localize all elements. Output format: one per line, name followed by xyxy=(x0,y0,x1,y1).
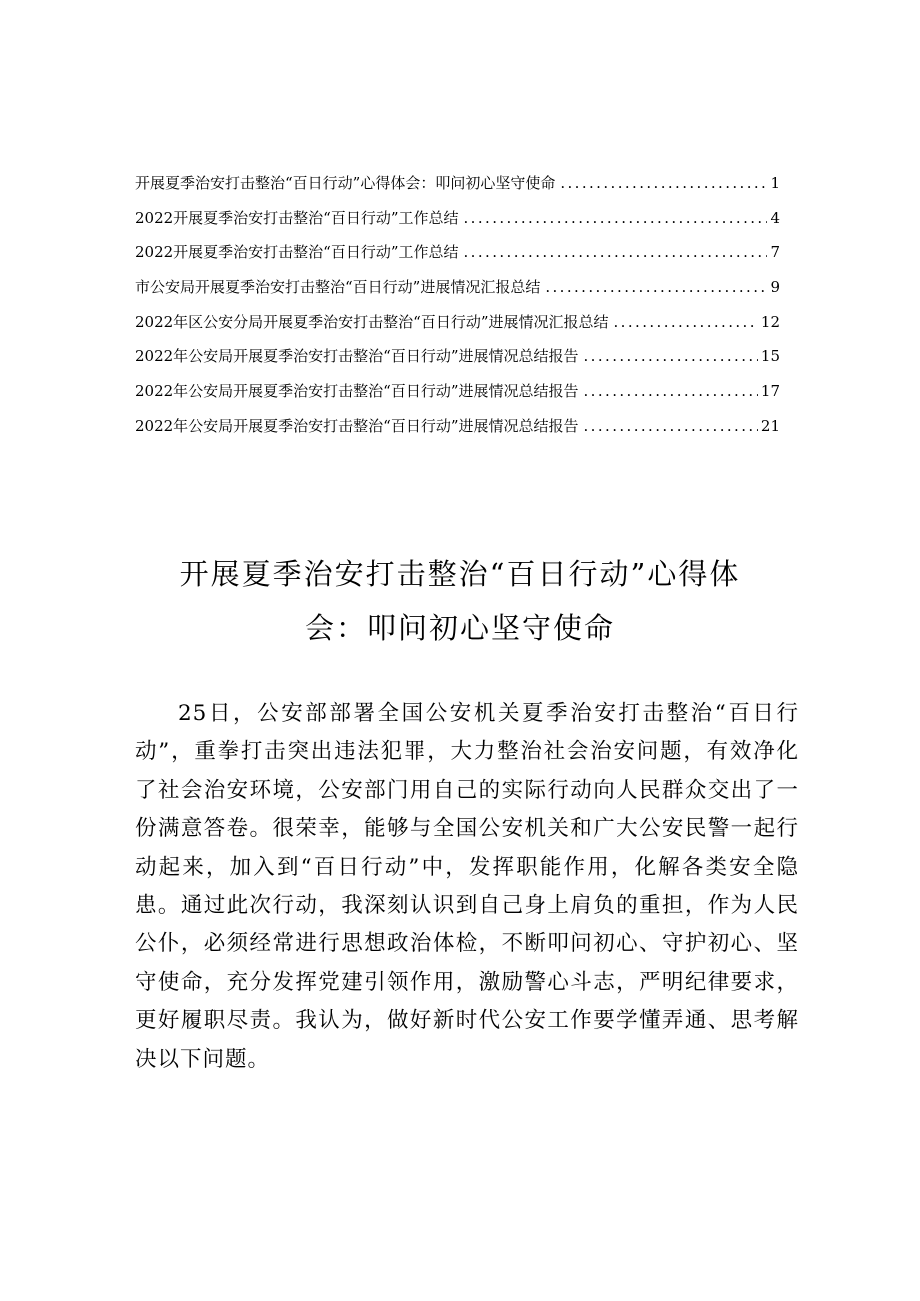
toc-leader-dots xyxy=(464,235,768,270)
toc-entry-page: 17 xyxy=(760,382,780,401)
toc-entry[interactable] xyxy=(135,339,780,374)
article-title xyxy=(110,547,810,655)
toc-entry-page: 4 xyxy=(770,208,780,227)
toc-entry[interactable] xyxy=(135,201,780,236)
toc-entry[interactable] xyxy=(135,270,780,305)
toc-entry-page: 21 xyxy=(760,416,780,435)
toc-leader-dots xyxy=(464,201,768,236)
toc-entry-title: 2022年区公安分局开展夏季治安打击整治“百日行动”进展情况汇报总结 xyxy=(135,312,609,331)
toc-entry[interactable] xyxy=(135,166,780,201)
body-paragraph: 25日，公安部部署全国公安机关夏季治安打击整治“百日行动”，重拳打击突出违法犯罪，大力整治社会治安问题，有效净化了社会治安环境，公安部门用自己的实际行动向人民群众交出了一份满意答卷。很荣幸，能够与全国公安机关和广大公安民警一起行动起来，加入到“百日行动”中，发挥职能作用，化解各类安全隐患。通过此次行动，我深刻认识到自己身上肩负的重担，作为人民公仆，必须经常进行思想政治体检，不断叩问初心、守护初心、坚守使命，充分发挥党建引领作用，激励警心斗志，严明纪律要求，更好履职尽责。我认为，做好新时代公安工作要学懂弄通、思考解决以下问题。 xyxy=(135,701,799,1072)
toc-entry[interactable] xyxy=(135,305,780,340)
toc-entry-title: 2022年公安局开展夏季治安打击整治“百日行动”进展情况总结报告 xyxy=(135,347,579,366)
toc-entry-page: 12 xyxy=(760,312,780,331)
toc-leader-dots xyxy=(614,305,758,340)
toc-entry-title: 开展夏季治安打击整治“百日行动”心得体会：叩问初心坚守使命 xyxy=(135,174,556,192)
table-of-contents xyxy=(135,166,780,444)
toc-entry[interactable] xyxy=(135,374,780,409)
toc-leader-dots xyxy=(584,374,758,409)
toc-entry-page: 1 xyxy=(770,174,780,192)
toc-entry-title: 市公安局开展夏季治安打击整治“百日行动”进展情况汇报总结 xyxy=(135,278,541,297)
toc-entry-page: 15 xyxy=(760,347,780,366)
toc-entry-title: 2022年公安局开展夏季治安打击整治“百日行动”进展情况总结报告 xyxy=(135,416,579,435)
toc-entry-page: 7 xyxy=(770,243,780,262)
toc-leader-dots xyxy=(584,339,758,374)
toc-entry-title: 2022年公安局开展夏季治安打击整治“百日行动”进展情况总结报告 xyxy=(135,382,579,401)
toc-entry[interactable] xyxy=(135,409,780,444)
toc-entry-page: 9 xyxy=(770,278,780,297)
toc-entry-title: 2022开展夏季治安打击整治“百日行动”工作总结 xyxy=(135,208,459,227)
toc-entry[interactable] xyxy=(135,235,780,270)
toc-leader-dots xyxy=(560,166,767,201)
article-title-line: 开展夏季治安打击整治“百日行动”心得体 xyxy=(179,557,741,591)
article-title-line: 会：叩问初心坚守使命 xyxy=(304,611,615,645)
toc-leader-dots xyxy=(584,409,758,444)
toc-leader-dots xyxy=(545,270,767,305)
toc-entry-title: 2022开展夏季治安打击整治“百日行动”工作总结 xyxy=(135,243,459,262)
